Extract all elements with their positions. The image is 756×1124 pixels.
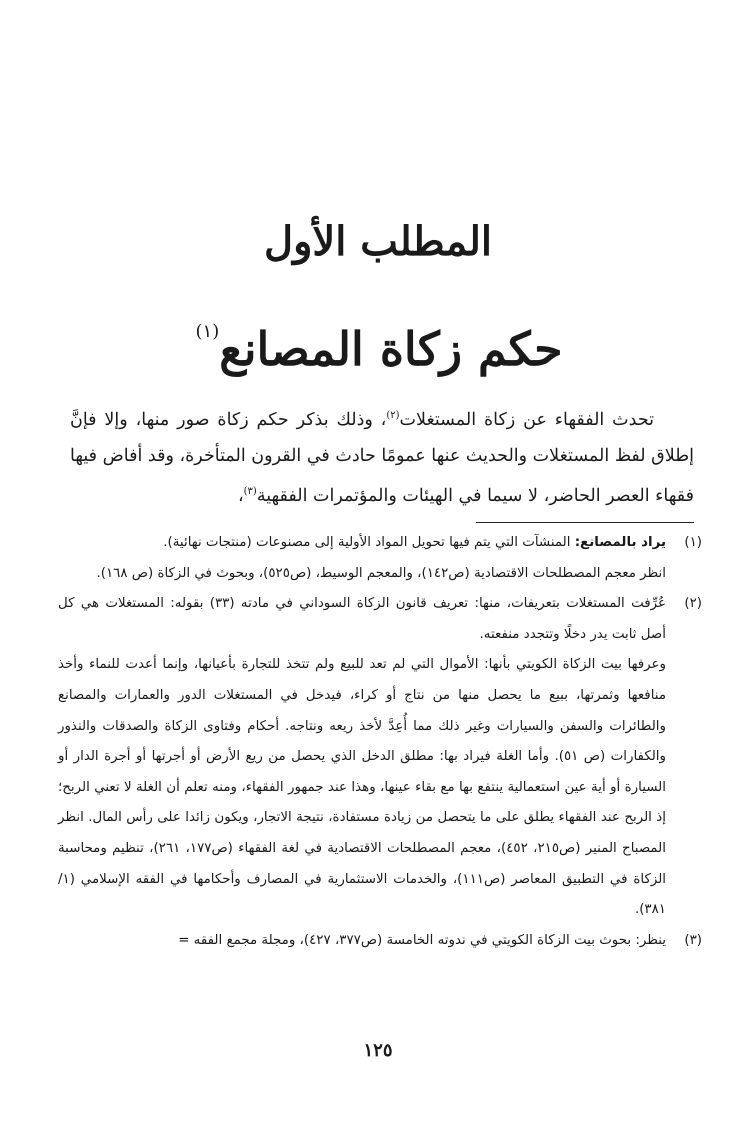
footnote-2 — [58, 589, 702, 926]
footnote-number: (٣) — [684, 932, 702, 948]
footnote-ref-3: (٣) — [243, 485, 257, 497]
chapter-title — [0, 292, 756, 389]
footnote-body — [58, 926, 666, 957]
footnote-text: ينظر: بحوث بيت الزكاة الكويتي في ندوته الخامسة (ص٣٧٧، ٤٢٧)، ومجلة مجمع الفقه = — [178, 932, 666, 948]
footnote-divider — [476, 522, 694, 523]
body-text-part-3: ، — [237, 485, 244, 506]
body-text-part-1: تحدث الفقهاء عن زكاة المستغلات — [399, 409, 655, 430]
footnote-ref-2: (٢) — [386, 410, 400, 421]
page-number: ١٢٥ — [363, 1040, 393, 1061]
footnote-text: وعرفها بيت الزكاة الكويتي بأنها: الأموال التي لم تعد للبيع ولم تتخذ للتجارة بأعيانها، وإنما أعدت للنماء وأخذ منافعها وثمرتها، ببيع ما يحصل منها من نتاج أو كراء، فيدخل في المستغلات الدور والعمارات والمصانع والطائرات والسفن والسيارات وغير ذلك مما أُعِدَّ لأخذ ريعه ونتاجه. أحكام وفتاوى الزكاة والصدقات والنذور والكفارات (ص ٥١). وأما الغلة فيراد بها: مطلق الدخل الذي يحصل من ريع الأرض أو أجرتها أو أجرة الدار أو السيارة أو أية عين استعمالية ينتفع بها مع بقاء عينها، وهذا عند جمهور الفقهاء، ومنه تعلم أن الغلة لا تعني الربح؛ إذ الربح عند الفقهاء يطلق على ما يتحصل من زيادة مستفادة، نتيجة الاتجار، ويكون زائدا على رأس المال. انظر المصباح المنير (ص٢١٥، ٤٥٢)، معجم المصطلحات الاقتصادية في لغة الفقهاء (ص١٧٧، ٢٦١)، تنظيم ومحاسبة الزكاة في التطبيق المعاصر (ص١١١)، والخدمات الاستثمارية في المصارف وأحكامها في الفقه الإسلامي (١/ ٣٨١). — [58, 657, 667, 918]
footnote-body — [58, 589, 666, 926]
section-label: المطلب الأول — [264, 218, 492, 265]
body-paragraph — [70, 398, 694, 514]
footnote-term: يراد بالمصانع: — [574, 535, 666, 550]
footnote-text: انظر معجم المصطلحات الاقتصادية (ص١٤٢)، والمعجم الوسيط، (ص٥٢٥)، وبحوث في الزكاة (ص ١٦٨). — [96, 565, 666, 581]
footnote-body — [58, 528, 666, 589]
footnote-number: (٢) — [684, 596, 702, 612]
footnote-text: عُرِّفت المستغلات بتعريفات، منها: تعريف قانون الزكاة السوداني في مادته (٣٣) بقوله: المستغلات هي كل أصل ثابت يدر دخلًا وتتجدد منفعته. — [58, 596, 667, 642]
chapter-title-text: حكم زكاة المصانع — [219, 322, 563, 376]
footnote-ref-1: (١) — [195, 321, 220, 342]
body-text-part-2: ، وذلك بذكر حكم زكاة صور منها، وإلا فإنَّ إطلاق لفظ المستغلات والحديث عنها عمومًا حادث في القرون المتأخرة، وقد أفاض فيها فقهاء العصر الحاضر، لا سيما في الهيئات والمؤتمرات الفقهية — [70, 409, 694, 506]
footnote-3 — [58, 926, 702, 957]
footnotes — [58, 528, 702, 956]
footnote-number: (١) — [684, 535, 702, 550]
footnote-text: المنشآت التي يتم فيها تحويل المواد الأولية إلى مصنوعات (منتجات نهائية). — [163, 535, 575, 550]
footnote-1 — [58, 528, 702, 589]
